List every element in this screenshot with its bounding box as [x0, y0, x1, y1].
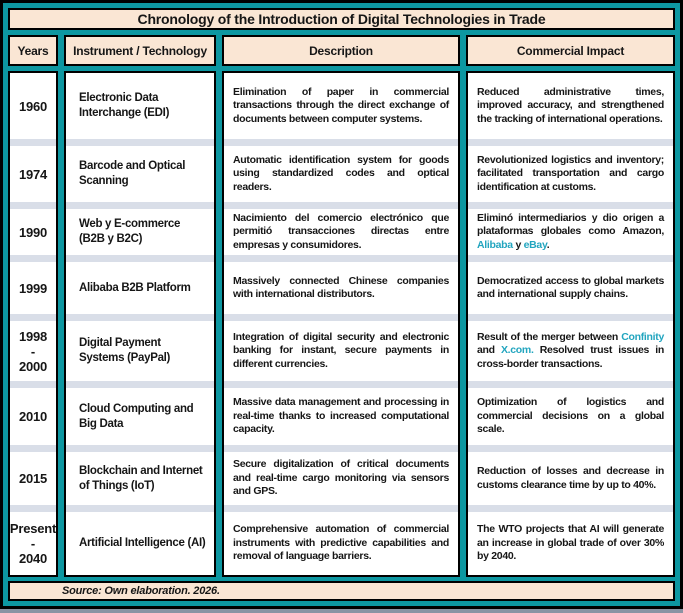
row-divider: [10, 381, 56, 388]
years-column: [8, 71, 58, 577]
row-divider: [10, 139, 56, 146]
row-divider: [224, 314, 458, 321]
instrument-cell: Blockchain and Internet of Things (IoT): [79, 464, 203, 492]
instrument-column: [64, 71, 216, 577]
row-divider: [224, 505, 458, 512]
highlighted-term: X.com.: [500, 344, 534, 357]
impact-cell: The WTO projects that AI will generate an increase in global trade of over 30% by 2040.: [477, 523, 664, 563]
instrument-cell: Digital Payment Systems (PayPal): [79, 337, 171, 364]
column-header-description: Description: [222, 35, 460, 66]
highlighted-term: Confinity: [621, 330, 664, 343]
impact-column: [466, 71, 675, 577]
impact-cell: Eliminó intermediarios y dio origen a plataformas globales como Amazon, Alibaba y eBay.: [477, 211, 664, 251]
row-divider: [10, 445, 56, 452]
instrument-cell: Alibaba B2B Platform: [79, 281, 191, 294]
description-cell: Nacimiento del comercio electrónico que permitió transacciones directas entre empresas y consumidores.: [233, 211, 449, 251]
row-divider: [66, 202, 214, 209]
description-cell: Massive data management and processing in real-time thanks to increased computational capacity.: [233, 396, 449, 436]
row-divider: [10, 255, 56, 262]
column-header-years: Years: [8, 35, 58, 66]
row-divider: [224, 202, 458, 209]
years-cell: 1998 - 2000: [18, 328, 48, 374]
source-note: Source: Own elaboration. 2026.: [8, 581, 675, 601]
row-divider: [468, 505, 673, 512]
row-divider: [10, 202, 56, 209]
description-cell: Secure digitalization of critical documents and real-time cargo monitoring via sensors and GPS.: [233, 458, 449, 498]
row-divider: [224, 255, 458, 262]
column-header-impact: Commercial Impact: [466, 35, 675, 66]
description-cell: Integration of digital security and electronic banking for instant, secure payments in different currencies.: [233, 330, 449, 370]
years-cell: 1974: [18, 166, 48, 182]
row-divider: [66, 505, 214, 512]
highlighted-term: eBay: [523, 238, 547, 251]
row-divider: [468, 381, 673, 388]
instrument-cell: Cloud Computing and Big Data: [79, 402, 194, 430]
row-divider: [224, 381, 458, 388]
impact-cell: Optimization of logistics and commercial decisions on a global scale.: [477, 396, 664, 436]
instrument-cell: Electronic Data Interchange (EDI): [79, 92, 170, 119]
impact-cell: Reduction of losses and decrease in customs clearance time by up to 40%.: [477, 465, 664, 491]
impact-cell: Revolutionized logistics and inventory; facilitated transportation and cargo identification at customs.: [477, 153, 664, 193]
row-divider: [468, 255, 673, 262]
years-cell: 1960: [18, 98, 48, 114]
row-divider: [66, 139, 214, 146]
table-body: [8, 71, 675, 577]
bottom-shadow: [0, 609, 683, 613]
row-divider: [224, 139, 458, 146]
row-divider: [66, 381, 214, 388]
description-cell: Elimination of paper in commercial transactions through the direct exchange of documents between computer systems.: [233, 85, 449, 125]
row-divider: [66, 445, 214, 452]
row-divider: [468, 314, 673, 321]
highlighted-term: Alibaba: [477, 238, 513, 251]
row-divider: [468, 139, 673, 146]
row-divider: [10, 314, 56, 321]
description-cell: Automatic identification system for goods using standardized codes and optical readers.: [233, 153, 449, 193]
row-divider: [468, 202, 673, 209]
years-cell: 2015: [18, 471, 48, 486]
row-divider: [66, 314, 214, 321]
description-column: [222, 71, 460, 577]
row-divider: [224, 445, 458, 452]
description-cell: Comprehensive automation of commercial instruments with predictive capabilities and removal of language barriers.: [233, 523, 449, 563]
row-divider: [468, 445, 673, 452]
row-divider: [66, 255, 214, 262]
years-cell: 2010: [18, 409, 48, 424]
instrument-cell: Artificial Intelligence (AI): [79, 537, 206, 549]
instrument-cell: Web y E-commerce (B2B y B2C): [79, 218, 181, 245]
description-cell: Massively connected Chinese companies with international distributors.: [233, 274, 449, 300]
instrument-cell: Barcode and Optical Scanning: [79, 160, 186, 187]
years-cell: Present - 2040: [10, 521, 56, 566]
impact-cell: Result of the merger between Confinity and X.com. Resolved trust issues in cross-border transactions.: [477, 330, 664, 370]
column-header-instrument: Instrument / Technology: [64, 35, 216, 66]
row-divider: [10, 505, 56, 512]
header-row: [8, 35, 675, 66]
years-cell: 1999: [18, 280, 48, 296]
impact-cell: Democratized access to global markets and international supply chains.: [477, 274, 664, 300]
impact-cell: Reduced administrative times, improved accuracy, and strengthened the tracking of international operations.: [477, 85, 664, 125]
table-title: Chronology of the Introduction of Digital Technologies in Trade: [8, 8, 675, 30]
years-cell: 1990: [18, 224, 48, 240]
